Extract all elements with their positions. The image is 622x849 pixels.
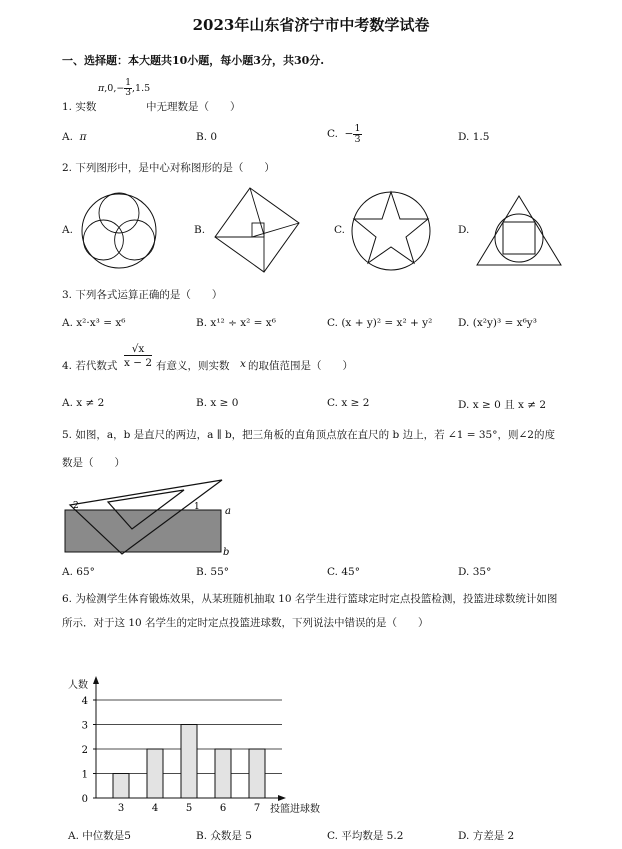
q2-option-c[interactable]: C. bbox=[334, 224, 345, 236]
x-tick-label: 6 bbox=[219, 803, 227, 814]
q5-option-b[interactable]: B. 55° bbox=[196, 566, 230, 578]
y-tick-label: 0 bbox=[81, 794, 88, 805]
q6-bar-chart bbox=[60, 672, 350, 820]
q4-fraction bbox=[124, 344, 152, 368]
x-tick-label: 4 bbox=[151, 803, 159, 814]
q6-option-c[interactable]: C. 平均数是 5.2 bbox=[327, 830, 404, 842]
q2-option-d[interactable]: D. bbox=[458, 224, 470, 236]
q4-variable: x bbox=[240, 358, 246, 370]
bar bbox=[147, 749, 163, 798]
y-tick-label: 4 bbox=[81, 696, 88, 707]
section-heading: 一、选择题：本大题共10小题，每小题3分，共30分. bbox=[62, 54, 325, 67]
q2-figure-b-square bbox=[212, 185, 302, 275]
q5-option-d[interactable]: D. 35° bbox=[458, 566, 492, 578]
x-axis-arrow bbox=[278, 795, 286, 801]
q2-figure-c-star bbox=[349, 189, 433, 273]
q3-option-b[interactable]: B. x¹² ÷ x² = x⁶ bbox=[196, 317, 276, 329]
q4-option-c[interactable]: C. x ≥ 2 bbox=[327, 397, 370, 409]
q1-option-c[interactable]: C. − $\frac{1}{3}$ bbox=[327, 123, 361, 145]
q5-stem-line1: 5. 如图，a，b 是直尺的两边，a ∥ b，把三角板的直角顶点放在直尺的 b 边上，若 ∠1 = 35°，则∠2的度 bbox=[62, 429, 555, 441]
bar bbox=[249, 749, 265, 798]
q4-stem-end: 的取值范围是（ ） bbox=[248, 360, 353, 372]
q2-option-a[interactable]: A. bbox=[62, 224, 73, 236]
line-a-label: a bbox=[225, 506, 231, 517]
y-tick-label: 1 bbox=[81, 769, 88, 781]
bar bbox=[113, 774, 129, 799]
q6-stem-line2: 所示．对于这 10 名学生的定时定点投篮进球数，下列说法中错误的是（ ） bbox=[62, 617, 429, 629]
q3-option-c[interactable]: C. (x + y)² = x² + y² bbox=[327, 317, 433, 329]
page-title: 2023年山东省济宁市中考数学试卷 bbox=[192, 16, 430, 34]
y-axis-arrow bbox=[93, 676, 99, 684]
q4-option-b[interactable]: B. x ≥ 0 bbox=[196, 397, 239, 409]
x-tick-label: 3 bbox=[117, 803, 125, 814]
x-axis-label: 投篮进球数 bbox=[270, 804, 320, 815]
q3-option-d[interactable]: D. (x²y)³ = x⁶y³ bbox=[458, 317, 537, 329]
q6-option-a[interactable]: A. 中位数是5 bbox=[68, 830, 131, 842]
q6-option-d[interactable]: D. 方差是 2 bbox=[458, 830, 515, 842]
q1-option-b[interactable]: B. 0 bbox=[196, 131, 218, 143]
q3-stem: 3. 下列各式运算正确的是（ ） bbox=[62, 289, 223, 301]
q1-option-d[interactable]: D. 1.5 bbox=[458, 131, 490, 143]
q1-stem-prefix: 1. 实数 bbox=[62, 101, 97, 113]
y-tick-label: 3 bbox=[81, 720, 88, 732]
bar bbox=[215, 749, 231, 798]
q5-option-a[interactable]: A. 65° bbox=[62, 566, 95, 578]
q5-ruler-triangle-figure bbox=[62, 474, 242, 558]
q5-stem-line2: 数是（ ） bbox=[62, 457, 125, 469]
q4-stem-middle: 有意义，则实数 bbox=[156, 360, 230, 372]
x-tick-label: 7 bbox=[253, 803, 261, 814]
line-b-label: b bbox=[223, 547, 230, 558]
angle-1-label: 1 bbox=[194, 502, 200, 512]
q2-option-b[interactable]: B. bbox=[194, 224, 206, 236]
q4-numerator: √x bbox=[124, 344, 152, 356]
q2-figure-d-triangle bbox=[474, 193, 564, 273]
q1-stem-suffix: 中无理数是（ ） bbox=[146, 101, 241, 113]
q1-number-set: π,0,− $\frac{1}{3}$ ,1.5 bbox=[98, 78, 151, 98]
x-tick-label: 5 bbox=[185, 803, 193, 814]
y-tick-label: 2 bbox=[81, 745, 88, 756]
q3-option-a[interactable]: A. x²·x³ = x⁶ bbox=[62, 317, 126, 329]
q2-stem: 2. 下列图形中，是中心对称图形的是（ ） bbox=[62, 162, 275, 174]
q6-stem-line1: 6. 为检测学生体育锻炼效果，从某班随机抽取 10 名学生进行篮球定时定点投篮检测，投篮进球数统计如图 bbox=[62, 593, 558, 605]
q4-denominator: x − 2 bbox=[124, 356, 153, 369]
q1-option-a[interactable]: A. π bbox=[62, 131, 87, 143]
q2-figure-a-trefoil bbox=[79, 191, 159, 271]
ruler bbox=[65, 510, 221, 552]
q4-stem-prefix: 4. 若代数式 bbox=[62, 360, 118, 372]
y-axis-label: 人数 bbox=[68, 680, 88, 691]
q5-option-c[interactable]: C. 45° bbox=[327, 566, 360, 578]
q6-option-b[interactable]: B. 众数是 5 bbox=[196, 830, 252, 842]
q4-option-a[interactable]: A. x ≠ 2 bbox=[62, 397, 105, 409]
angle-2-label: 2 bbox=[73, 501, 79, 511]
bar bbox=[181, 725, 197, 799]
q4-option-d[interactable]: D. x ≥ 0 且 x ≠ 2 bbox=[458, 399, 547, 411]
